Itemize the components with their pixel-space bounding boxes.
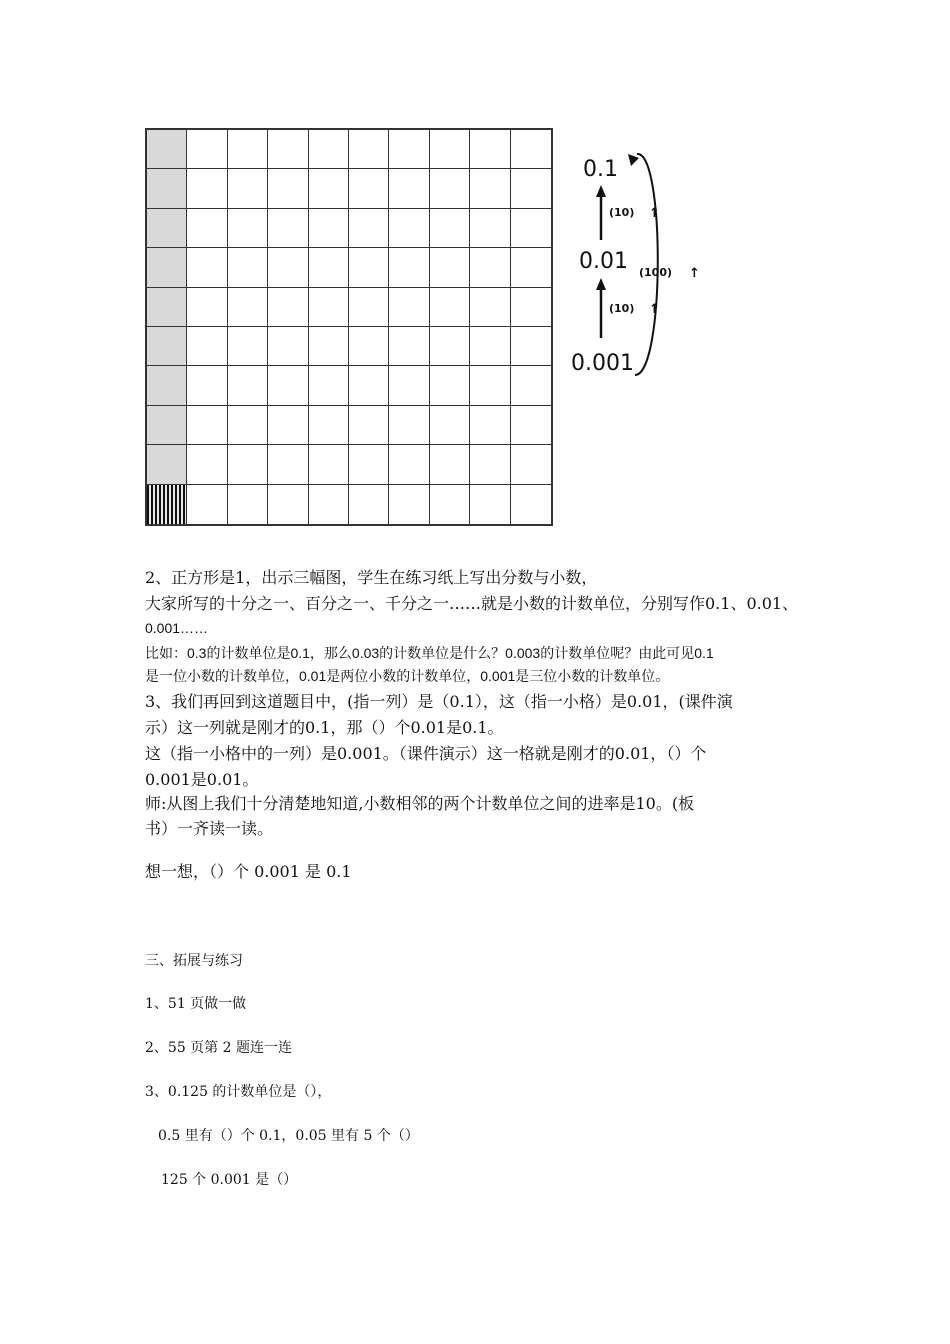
grid-cell <box>187 485 227 524</box>
grid-cell <box>187 248 227 287</box>
grid-cell <box>187 366 227 405</box>
section3-line1: 3、我们再回到这道题目中，(指一列）是（0.1），这（指一小格）是0.01，(课件演 <box>145 692 733 711</box>
grid-cell <box>470 406 510 445</box>
hundred-square-grid <box>145 128 553 526</box>
diagram-top-value: 0.1 <box>583 157 618 182</box>
grid-cell <box>268 248 308 287</box>
grid-cell <box>228 327 268 366</box>
grid-cell <box>349 445 389 484</box>
ratio-outer-arrow-icon: ↑ <box>689 266 700 281</box>
grid-cell <box>511 485 551 524</box>
grid-cell <box>430 209 470 248</box>
part3-item2: 2、55 页第 2 题连一连 <box>145 1040 292 1056</box>
grid-cell <box>430 327 470 366</box>
grid-cell <box>309 406 349 445</box>
grid-cell <box>309 445 349 484</box>
shaded-column-cell <box>147 169 187 208</box>
grid-cell <box>268 130 308 169</box>
shaded-column-cell <box>147 288 187 327</box>
grid-cell <box>389 485 429 524</box>
grid-cell <box>187 445 227 484</box>
grid-cell <box>268 288 308 327</box>
grid-cell <box>309 209 349 248</box>
grid-cell <box>511 445 551 484</box>
grid-cell <box>228 288 268 327</box>
grid-cell <box>187 169 227 208</box>
grid-cell <box>349 248 389 287</box>
grid-cell <box>309 130 349 169</box>
grid-cell <box>470 288 510 327</box>
lower-up-arrow <box>596 278 606 338</box>
grid-cell <box>187 288 227 327</box>
part3-item1: 1、51 页做一做 <box>145 996 247 1012</box>
ratio-lower-arrow-icon: ↑ <box>649 302 660 317</box>
grid-cell <box>511 248 551 287</box>
grid-cell <box>389 366 429 405</box>
part3-item3a: 0.5 里有（）个 0.1，0.05 里有 5 个（） <box>158 1128 419 1144</box>
grid-cell <box>470 327 510 366</box>
grid-cell <box>511 366 551 405</box>
shaded-column-cell <box>147 406 187 445</box>
grid-cell <box>389 209 429 248</box>
ratio-upper-label: (10) <box>609 206 635 219</box>
grid-cell <box>309 169 349 208</box>
grid-cell <box>470 485 510 524</box>
grid-cell <box>187 327 227 366</box>
grid-cell <box>430 130 470 169</box>
grid-cell <box>349 366 389 405</box>
grid-cell <box>511 169 551 208</box>
grid-cell <box>430 485 470 524</box>
grid-cell <box>309 485 349 524</box>
grid-cell <box>349 288 389 327</box>
grid-cell <box>470 445 510 484</box>
grid-cell <box>268 485 308 524</box>
grid-cell <box>349 406 389 445</box>
grid-cell <box>309 248 349 287</box>
grid-cell <box>430 248 470 287</box>
section2-line2: 大家所写的十分之一、百分之一、千分之一……就是小数的计数单位，分别写作0.1、0.01、 <box>145 594 799 613</box>
section3-line3: 这（指一小格中的一列）是0.001。（课件演示）这一格就是刚才的0.01，（）个 <box>145 744 707 763</box>
grid-cell <box>511 406 551 445</box>
grid-cell <box>187 209 227 248</box>
diagram-bottom-value: 0.001 <box>571 351 634 376</box>
section3-line2: 示）这一列就是刚才的0.1，那（）个0.01是0.1。 <box>145 718 504 737</box>
upper-up-arrow <box>596 185 606 240</box>
think-question: 想一想，（）个 0.001 是 0.1 <box>145 862 352 881</box>
counting-unit-ratio-diagram <box>565 140 715 390</box>
grid-cell <box>389 445 429 484</box>
grid-cell <box>309 327 349 366</box>
grid-cell <box>228 248 268 287</box>
grid-cell <box>470 209 510 248</box>
grid-cell <box>187 130 227 169</box>
grid-cell <box>470 366 510 405</box>
grid-cell <box>349 327 389 366</box>
grid-cell <box>470 130 510 169</box>
section2-line3: 0.001…… <box>145 620 209 636</box>
grid-cell <box>430 169 470 208</box>
grid-cell <box>349 485 389 524</box>
grid-cell <box>430 288 470 327</box>
section3-line6: 书）一齐读一读。 <box>145 819 274 838</box>
shaded-column-cell <box>147 209 187 248</box>
section3-line5: 师:从图上我们十分清楚地知道,小数相邻的两个计数单位之间的进率是10。(板 <box>145 794 695 813</box>
grid-cell <box>309 288 349 327</box>
shaded-column-cell <box>147 327 187 366</box>
grid-cell <box>228 445 268 484</box>
part3-title: 三、拓展与练习 <box>145 953 243 969</box>
grid-cell <box>470 248 510 287</box>
ratio-lower-label: (10) <box>609 302 635 315</box>
section2-line4: 比如：0.3的计数单位是0.1，那么0.03的计数单位是什么？0.003的计数单位呢？由此可见0.1 <box>145 645 714 661</box>
grid-cell <box>349 130 389 169</box>
ratio-outer-label: (100) <box>639 266 673 279</box>
grid-cell <box>470 169 510 208</box>
grid-cell <box>389 327 429 366</box>
grid-cell <box>228 169 268 208</box>
grid-cell <box>228 130 268 169</box>
grid-cell <box>430 445 470 484</box>
shaded-column-cell <box>147 248 187 287</box>
grid-cell <box>268 169 308 208</box>
grid-cell <box>389 169 429 208</box>
grid-cell <box>389 130 429 169</box>
part3-item3b: 125 个 0.001 是（） <box>161 1172 298 1188</box>
grid-cell <box>430 366 470 405</box>
shaded-column-cell <box>147 366 187 405</box>
grid-cell <box>349 169 389 208</box>
shaded-column-cell <box>147 130 187 169</box>
diagram-middle-value: 0.01 <box>579 249 628 274</box>
grid-cell <box>349 209 389 248</box>
grid-cell <box>511 130 551 169</box>
shaded-column-cell <box>147 445 187 484</box>
grid-cell <box>228 366 268 405</box>
section3-line4: 0.001是0.01。 <box>145 770 259 789</box>
grid-cell <box>268 406 308 445</box>
part3-item3: 3、0.125 的计数单位是（）， <box>145 1084 332 1100</box>
section2-line1: 2、正方形是1，出示三幅图，学生在练习纸上写出分数与小数， <box>145 568 598 587</box>
grid-cell <box>228 485 268 524</box>
grid-cell <box>268 366 308 405</box>
grid-cell <box>389 248 429 287</box>
grid-cell <box>430 406 470 445</box>
grid-cell <box>511 209 551 248</box>
grid-cell <box>389 288 429 327</box>
grid-cell <box>187 406 227 445</box>
section2-line5: 是一位小数的计数单位，0.01是两位小数的计数单位，0.001是三位小数的计数单位。 <box>145 668 670 684</box>
grid-cell <box>268 209 308 248</box>
grid-cell <box>268 445 308 484</box>
grid-cell <box>511 288 551 327</box>
grid-cell <box>389 406 429 445</box>
grid-cell <box>228 209 268 248</box>
outer-curved-arrow <box>628 154 658 375</box>
ratio-upper-arrow-icon: ↑ <box>649 206 660 221</box>
grid-cell <box>309 366 349 405</box>
grid-cell <box>228 406 268 445</box>
grid-cell <box>511 327 551 366</box>
grid-cell <box>268 327 308 366</box>
striped-cell <box>147 485 187 524</box>
